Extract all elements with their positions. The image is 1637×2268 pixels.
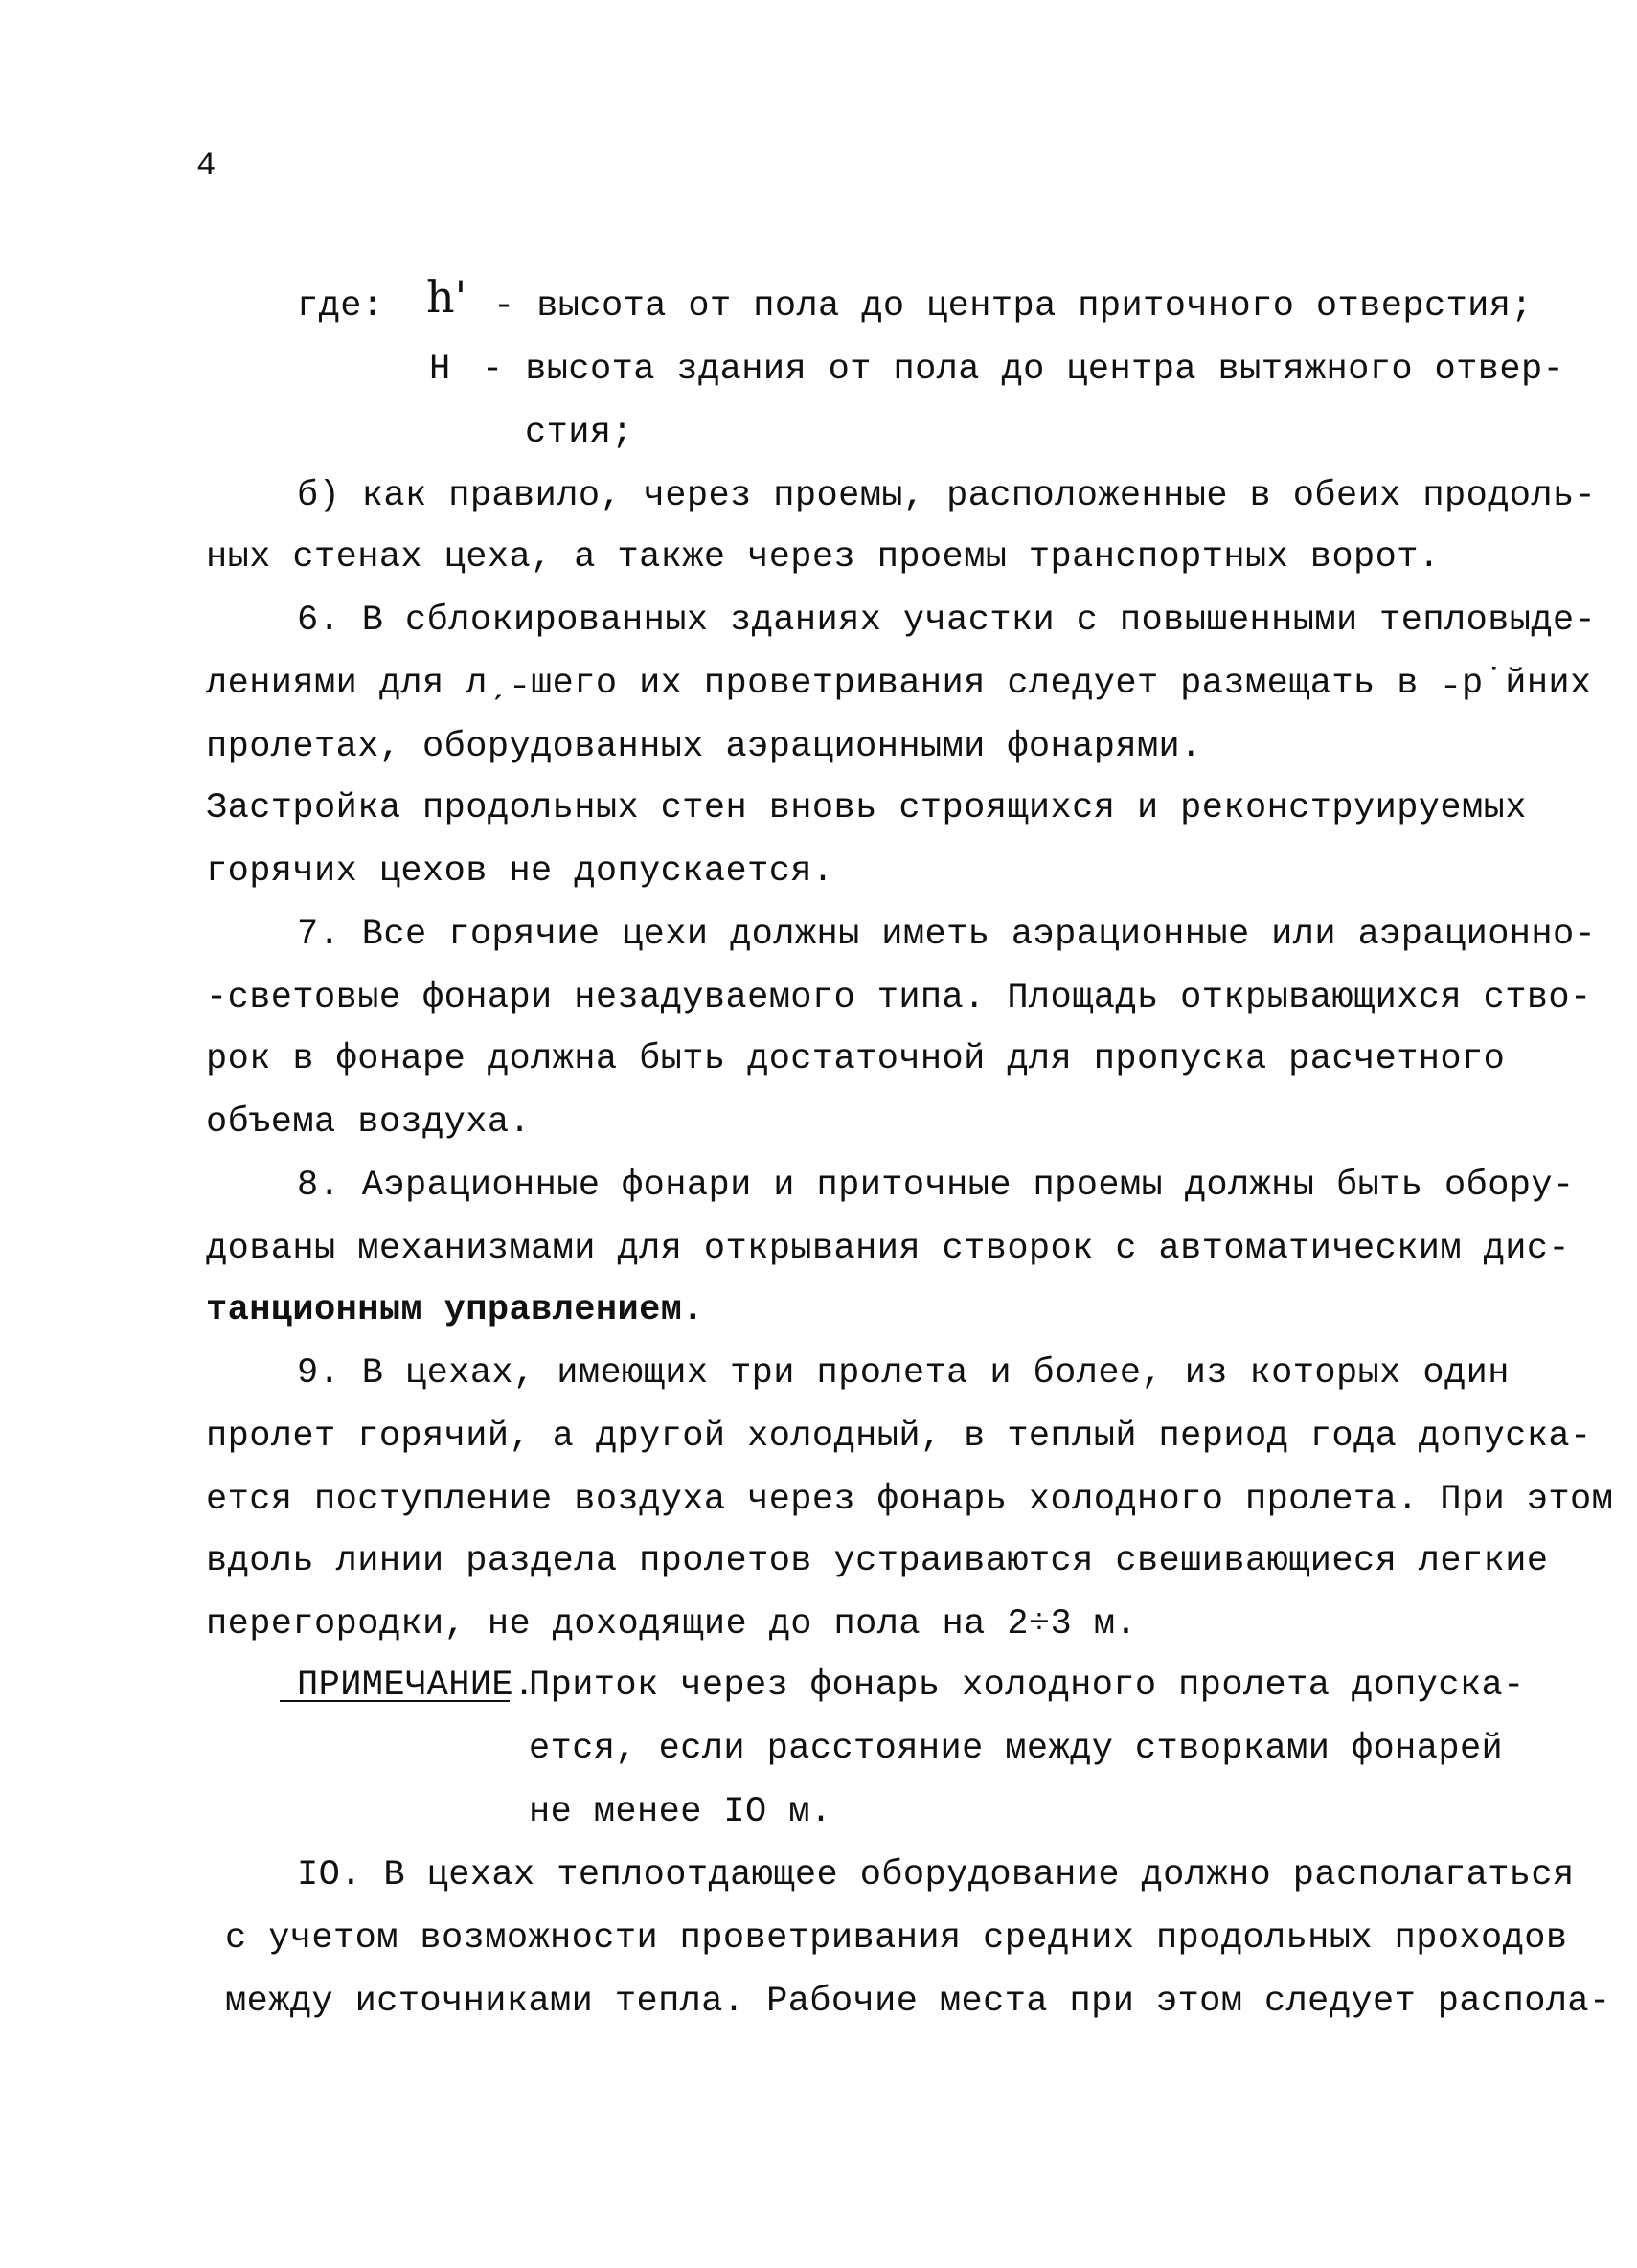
body-line: б) как правило, через проемы, расположенные в обеих продоль-	[297, 476, 1597, 516]
note-text-line-1: Приток через фонарь холодного пролета допуска-	[529, 1666, 1525, 1706]
page-number: 4	[196, 148, 216, 185]
body-line: пролет горячий, а другой холодный, в теплый период года допуска-	[206, 1417, 1592, 1457]
body-line: дованы механизмами для открывания створок с автоматическим дис-	[206, 1229, 1571, 1269]
body-line: ется поступление воздуха через фонарь холодного пролета. При этом	[206, 1480, 1614, 1520]
h-prime-definition: - высота от пола до центра приточного отверстия;	[493, 286, 1533, 327]
where-label: где:	[297, 286, 384, 327]
body-line: IO. В цехах теплоотдающее оборудование должно располагаться	[297, 1855, 1575, 1895]
body-line: Застройка продольных стен вновь строящихся и реконструируемых	[206, 788, 1527, 828]
body-line: объема воздуха.	[206, 1102, 532, 1143]
body-line: между источниками тепла. Рабочие места при этом следует распола-	[225, 1982, 1611, 2022]
note-label: ПРИМЕЧАНИЕ.	[297, 1666, 535, 1706]
body-line: 8. Аэрационные фонари и приточные проемы должны быть обору-	[297, 1166, 1575, 1206]
note-text-line-3: не менее IO м.	[529, 1792, 832, 1832]
body-line: 7. Все горячие цехи должны иметь аэрационные или аэрационно-	[297, 915, 1597, 955]
body-line: 9. В цехах, имеющих три пролета и более, из которых один	[297, 1353, 1510, 1394]
body-line: вдоль линии раздела пролетов устраиваются свешивающиеся легкие	[206, 1541, 1549, 1581]
H-definition-line-2: стия;	[525, 413, 634, 453]
H-definition-line-1: - высота здания от пола до центра вытяжного отвер-	[482, 350, 1565, 390]
body-line: с учетом возможности проветривания средних продольных проходов	[225, 1918, 1568, 1959]
h-prime-symbol: h'	[426, 271, 467, 323]
H-symbol: Н	[429, 350, 451, 390]
body-line: 6. В сблокированных зданиях участки с повышенными тепловыде-	[297, 601, 1597, 641]
body-line: ных стенах цеха, а также через проемы транспортных ворот.	[206, 537, 1441, 578]
body-line: пролетах, оборудованных аэрационными фонарями.	[206, 727, 1202, 767]
body-line: лениями для лˏ˗шего их проветривания следует размещать в ˗р˙йних	[206, 664, 1592, 704]
body-line: рок в фонаре должна быть достаточной для пропуска расчетного	[206, 1039, 1506, 1079]
body-line: перегородки, не доходящие до пола на 2÷3 м.	[206, 1604, 1137, 1644]
body-line: горячих цехов не допускается.	[206, 851, 834, 892]
note-text-line-2: ется, если расстояние между створками фонарей	[529, 1729, 1504, 1769]
body-line: танционным управлением.	[206, 1290, 704, 1330]
body-line: -световые фонари незадуваемого типа. Площадь открывающихся ство-	[206, 978, 1592, 1018]
